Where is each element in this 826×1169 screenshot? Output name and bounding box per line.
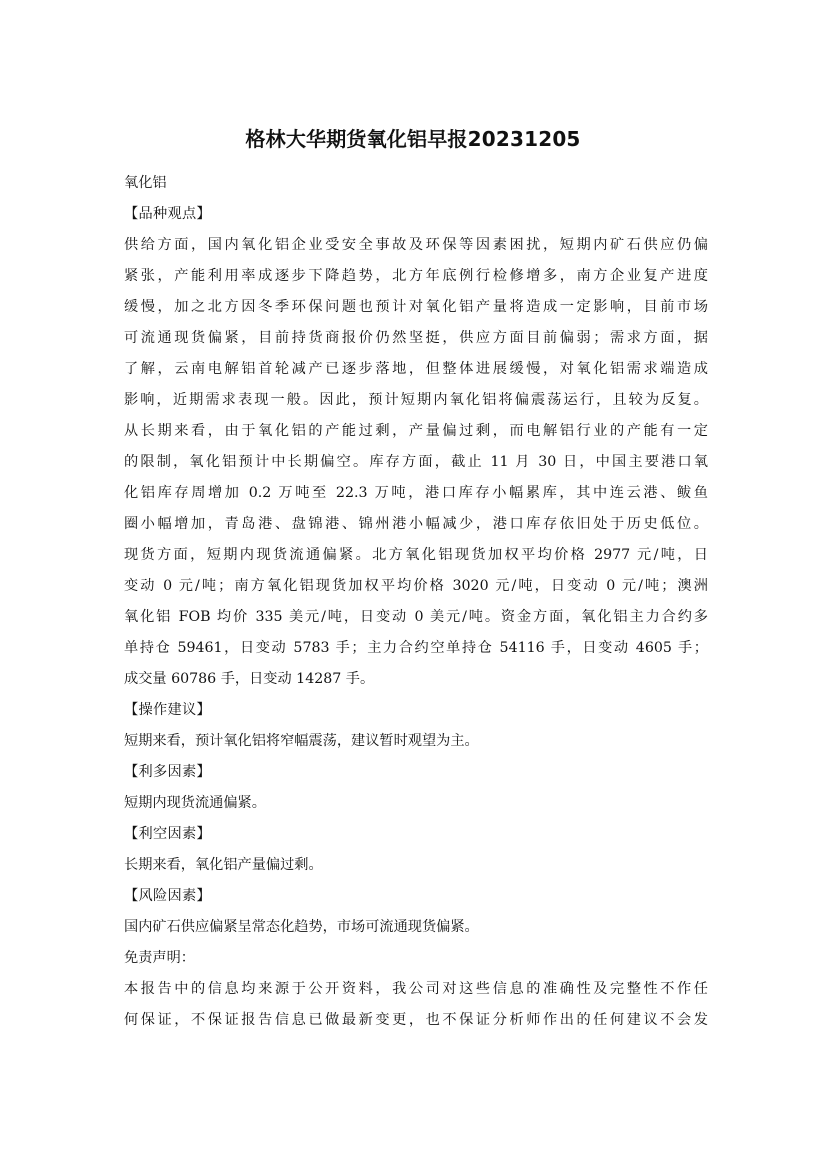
disclaimer-line: 本报告中的信息均来源于公开资料，我公司对这些信息的准确性及完整性不作任 <box>124 981 708 997</box>
view-paragraph-line: 化铝库存周增加 0.2 万吨至 22.3 万吨，港口库存小幅累库，其中连云港、鲅鱼 <box>124 485 708 501</box>
section-heading-advice: 【操作建议】 <box>124 702 211 718</box>
section-heading-risk: 【风险因素】 <box>124 888 211 904</box>
view-paragraph-line: 紧张，产能利用率成逐步下降趋势，北方年底例行检修增多，南方企业复产进度 <box>124 268 708 284</box>
section-heading-bullish: 【利多因素】 <box>124 764 211 780</box>
view-paragraph-line: 了解，云南电解铝首轮减产已逐步落地，但整体进展缓慢，对氧化铝需求端造成 <box>124 361 708 377</box>
bearish-text: 长期来看，氧化铝产量偏过剩。 <box>124 857 323 873</box>
risk-text: 国内矿石供应偏紧呈常态化趋势，市场可流通现货偏紧。 <box>124 919 479 935</box>
view-paragraph-line: 供给方面，国内氧化铝企业受安全事故及环保等因素困扰，短期内矿石供应仍偏 <box>124 237 708 253</box>
view-paragraph-line: 圈小幅增加，青岛港、盘锦港、锦州港小幅减少，港口库存依旧处于历史低位。 <box>124 516 708 532</box>
report-body <box>124 168 708 1036</box>
advice-text: 短期来看，预计氧化铝将窄幅震荡，建议暂时观望为主。 <box>124 733 479 749</box>
view-paragraph-line: 单持仓 59461，日变动 5783 手；主力合约空单持仓 54116 手，日变动 4605 手； <box>124 640 708 656</box>
view-paragraph-line: 现货方面，短期内现货流通偏紧。北方氧化铝现货加权平均价格 2977 元/吨，日 <box>124 547 708 563</box>
bullish-text: 短期内现货流通偏紧。 <box>124 795 266 811</box>
view-paragraph-line: 缓慢，加之北方因冬季环保问题也预计对氧化铝产量将造成一定影响，目前市场 <box>124 299 708 315</box>
section-heading-view: 【品种观点】 <box>124 206 211 222</box>
disclaimer-heading: 免责声明： <box>124 950 195 966</box>
view-paragraph-line: 成交量 60786 手，日变动 14287 手。 <box>124 671 375 687</box>
disclaimer-line: 何保证，不保证报告信息已做最新变更，也不保证分析师作出的任何建议不会发 <box>124 1012 708 1028</box>
view-paragraph-line: 影响，近期需求表现一般。因此，预计短期内氧化铝将偏震荡运行，且较为反复。 <box>124 392 708 408</box>
category-label: 氧化铝 <box>124 175 167 191</box>
view-paragraph-line: 的限制，氧化铝预计中长期偏空。库存方面，截止 11 月 30 日，中国主要港口氧 <box>124 454 708 470</box>
report-title: 格林大华期货氧化铝早报20231205 <box>245 127 581 151</box>
view-paragraph-line: 氧化铝 FOB 均价 335 美元/吨，日变动 0 美元/吨。资金方面，氧化铝主力合约多 <box>124 609 708 625</box>
section-heading-bearish: 【利空因素】 <box>124 826 211 842</box>
view-paragraph-line: 可流通现货偏紧，目前持货商报价仍然坚挺，供应方面目前偏弱；需求方面，据 <box>124 330 708 346</box>
view-paragraph-line: 变动 0 元/吨；南方氧化铝现货加权平均价格 3020 元/吨，日变动 0 元/吨；澳洲 <box>124 578 708 594</box>
view-paragraph-line: 从长期来看，由于氧化铝的产能过剩，产量偏过剩，而电解铝行业的产能有一定 <box>124 423 708 439</box>
